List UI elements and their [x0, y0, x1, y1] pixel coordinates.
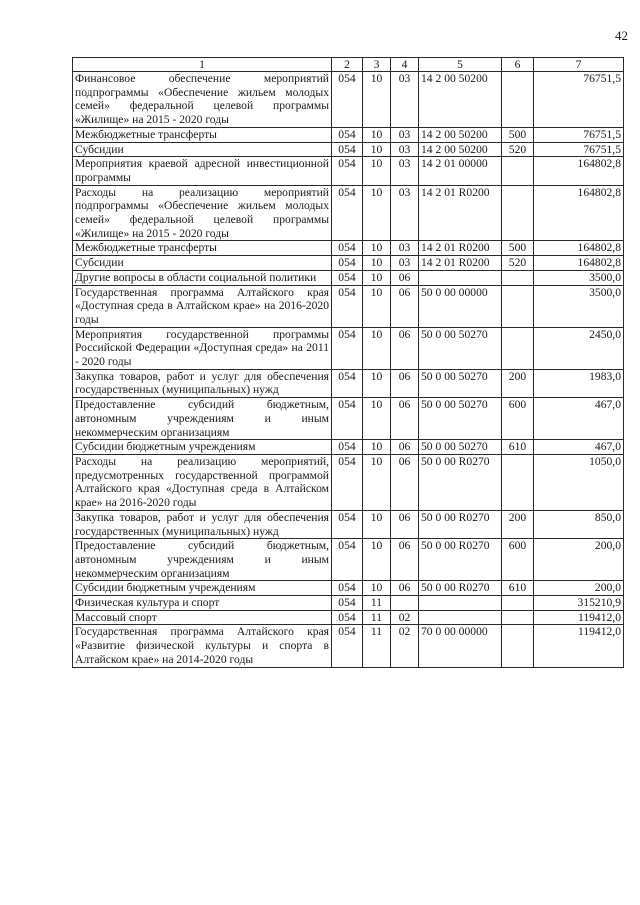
- expense-type-code: 520: [502, 142, 534, 157]
- amount: 119412,0: [534, 610, 624, 625]
- amount: 164802,8: [534, 157, 624, 185]
- section-code: 10: [363, 270, 391, 285]
- amount: 1050,0: [534, 454, 624, 510]
- table-row: [73, 539, 624, 581]
- amount: 119412,0: [534, 625, 624, 667]
- ministry-code: 054: [332, 185, 363, 241]
- column-header: 5: [419, 58, 502, 72]
- subsection-code: 06: [391, 510, 419, 538]
- expense-type-code: 520: [502, 256, 534, 271]
- target-article-code: 70 0 00 00000: [419, 625, 502, 667]
- ministry-code: 054: [332, 510, 363, 538]
- amount: 200,0: [534, 581, 624, 596]
- section-code: 10: [363, 539, 391, 581]
- amount: 164802,8: [534, 241, 624, 256]
- ministry-code: 054: [332, 398, 363, 440]
- target-article-code: 50 0 00 R0270: [419, 510, 502, 538]
- target-article-code: 14 2 01 R0200: [419, 185, 502, 241]
- ministry-code: 054: [332, 270, 363, 285]
- subsection-code: 06: [391, 539, 419, 581]
- table-row: [73, 369, 624, 397]
- subsection-code: 03: [391, 72, 419, 128]
- row-name: Субсидии бюджетным учреждениям: [73, 581, 332, 596]
- expense-type-code: 600: [502, 539, 534, 581]
- ministry-code: 054: [332, 440, 363, 455]
- section-code: 10: [363, 157, 391, 185]
- ministry-code: 054: [332, 581, 363, 596]
- section-code: 10: [363, 398, 391, 440]
- row-name: Массовый спорт: [73, 610, 332, 625]
- expense-type-code: 200: [502, 510, 534, 538]
- expense-type-code: [502, 454, 534, 510]
- subsection-code: 03: [391, 127, 419, 142]
- row-name: Государственная программа Алтайского края «Развитие физической культуры и спорта в Алтайском крае» на 2014-2020 годы: [73, 625, 332, 667]
- section-code: 11: [363, 625, 391, 667]
- amount: 76751,5: [534, 142, 624, 157]
- amount: 200,0: [534, 539, 624, 581]
- section-code: 10: [363, 327, 391, 369]
- amount: 850,0: [534, 510, 624, 538]
- row-name: Финансовое обеспечение мероприятий подпрограммы «Обеспечение жильем молодых семей» федеральной целевой программы «Жилище» на 2015 - 2020 годы: [73, 72, 332, 128]
- row-name: Предоставление субсидий бюджетным, автономным учреждениям и иным некоммерческим организациям: [73, 398, 332, 440]
- section-code: 10: [363, 454, 391, 510]
- expense-type-code: [502, 610, 534, 625]
- ministry-code: 054: [332, 625, 363, 667]
- subsection-code: [391, 596, 419, 611]
- subsection-code: 03: [391, 185, 419, 241]
- amount: 3500,0: [534, 285, 624, 327]
- section-code: 10: [363, 440, 391, 455]
- subsection-code: 03: [391, 142, 419, 157]
- row-name: Государственная программа Алтайского края «Доступная среда в Алтайском крае» на 2016-2020 годы: [73, 285, 332, 327]
- ministry-code: 054: [332, 256, 363, 271]
- ministry-code: 054: [332, 539, 363, 581]
- target-article-code: 50 0 00 50270: [419, 369, 502, 397]
- section-code: 10: [363, 142, 391, 157]
- row-name: Мероприятия государственной программы Российской Федерации «Доступная среда» на 2011 - 2020 годы: [73, 327, 332, 369]
- row-name: Субсидии: [73, 256, 332, 271]
- table-row: [73, 270, 624, 285]
- section-code: 10: [363, 185, 391, 241]
- table-row: [73, 285, 624, 327]
- ministry-code: 054: [332, 127, 363, 142]
- ministry-code: 054: [332, 454, 363, 510]
- row-name: Закупка товаров, работ и услуг для обеспечения государственных (муниципальных) нужд: [73, 369, 332, 397]
- table-row: [73, 596, 624, 611]
- section-code: 10: [363, 256, 391, 271]
- ministry-code: 054: [332, 157, 363, 185]
- table-row: [73, 581, 624, 596]
- subsection-code: 06: [391, 440, 419, 455]
- target-article-code: 14 2 01 R0200: [419, 256, 502, 271]
- section-code: 10: [363, 241, 391, 256]
- expense-type-code: 200: [502, 369, 534, 397]
- target-article-code: [419, 610, 502, 625]
- amount: 2450,0: [534, 327, 624, 369]
- subsection-code: 06: [391, 285, 419, 327]
- expense-type-code: [502, 72, 534, 128]
- amount: 164802,8: [534, 256, 624, 271]
- section-code: 10: [363, 72, 391, 128]
- expense-type-code: [502, 625, 534, 667]
- amount: 3500,0: [534, 270, 624, 285]
- row-name: Расходы на реализацию мероприятий подпрограммы «Обеспечение жильем молодых семей» федеральной целевой программы «Жилище» на 2015 - 2020 годы: [73, 185, 332, 241]
- subsection-code: 06: [391, 398, 419, 440]
- amount: 164802,8: [534, 185, 624, 241]
- column-header: 2: [332, 58, 363, 72]
- subsection-code: 02: [391, 610, 419, 625]
- table-row: [73, 241, 624, 256]
- expense-type-code: 500: [502, 241, 534, 256]
- section-code: 11: [363, 610, 391, 625]
- section-code: 10: [363, 581, 391, 596]
- target-article-code: 50 0 00 R0270: [419, 539, 502, 581]
- table-header-row: [73, 58, 624, 72]
- column-header: 1: [73, 58, 332, 72]
- table-row: [73, 625, 624, 667]
- expense-type-code: 610: [502, 440, 534, 455]
- subsection-code: 06: [391, 454, 419, 510]
- row-name: Субсидии бюджетным учреждениям: [73, 440, 332, 455]
- expense-type-code: 500: [502, 127, 534, 142]
- amount: 467,0: [534, 398, 624, 440]
- section-code: 10: [363, 369, 391, 397]
- expense-type-code: [502, 285, 534, 327]
- subsection-code: 03: [391, 241, 419, 256]
- target-article-code: 50 0 00 00000: [419, 285, 502, 327]
- table-row: [73, 185, 624, 241]
- section-code: 10: [363, 285, 391, 327]
- row-name: Закупка товаров, работ и услуг для обеспечения государственных (муниципальных) нужд: [73, 510, 332, 538]
- row-name: Физическая культура и спорт: [73, 596, 332, 611]
- table-row: [73, 72, 624, 128]
- table-row: [73, 610, 624, 625]
- column-header: 3: [363, 58, 391, 72]
- row-name: Мероприятия краевой адресной инвестиционной программы: [73, 157, 332, 185]
- target-article-code: [419, 596, 502, 611]
- target-article-code: 14 2 01 00000: [419, 157, 502, 185]
- row-name: Субсидии: [73, 142, 332, 157]
- ministry-code: 054: [332, 596, 363, 611]
- amount: 315210,9: [534, 596, 624, 611]
- target-article-code: 14 2 00 50200: [419, 142, 502, 157]
- ministry-code: 054: [332, 72, 363, 128]
- target-article-code: 50 0 00 50270: [419, 440, 502, 455]
- table-row: [73, 510, 624, 538]
- row-name: Расходы на реализацию мероприятий, предусмотренных государственной программой Алтайского края «Доступная среда в Алтайском крае» на 2016-2020 годы: [73, 454, 332, 510]
- expense-type-code: 610: [502, 581, 534, 596]
- amount: 76751,5: [534, 72, 624, 128]
- target-article-code: 14 2 01 R0200: [419, 241, 502, 256]
- expense-type-code: 600: [502, 398, 534, 440]
- budget-table: [72, 57, 624, 668]
- expense-type-code: [502, 327, 534, 369]
- ministry-code: 054: [332, 241, 363, 256]
- page-number: 42: [615, 28, 628, 43]
- subsection-code: 03: [391, 157, 419, 185]
- subsection-code: 02: [391, 625, 419, 667]
- ministry-code: 054: [332, 369, 363, 397]
- table-row: [73, 157, 624, 185]
- target-article-code: 50 0 00 R0270: [419, 581, 502, 596]
- target-article-code: 14 2 00 50200: [419, 72, 502, 128]
- expense-type-code: [502, 596, 534, 611]
- amount: 1983,0: [534, 369, 624, 397]
- section-code: 10: [363, 510, 391, 538]
- target-article-code: 14 2 00 50200: [419, 127, 502, 142]
- ministry-code: 054: [332, 142, 363, 157]
- row-name: Межбюджетные трансферты: [73, 241, 332, 256]
- subsection-code: 06: [391, 270, 419, 285]
- expense-type-code: [502, 157, 534, 185]
- target-article-code: 50 0 00 50270: [419, 398, 502, 440]
- target-article-code: 50 0 00 50270: [419, 327, 502, 369]
- section-code: 11: [363, 596, 391, 611]
- subsection-code: 06: [391, 327, 419, 369]
- section-code: 10: [363, 127, 391, 142]
- table-row: [73, 440, 624, 455]
- column-header: 7: [534, 58, 624, 72]
- table-row: [73, 256, 624, 271]
- expense-type-code: [502, 270, 534, 285]
- table-row: [73, 398, 624, 440]
- row-name: Другие вопросы в области социальной политики: [73, 270, 332, 285]
- subsection-code: 06: [391, 581, 419, 596]
- table-row: [73, 142, 624, 157]
- subsection-code: 06: [391, 369, 419, 397]
- subsection-code: 03: [391, 256, 419, 271]
- column-header: 6: [502, 58, 534, 72]
- target-article-code: 50 0 00 R0270: [419, 454, 502, 510]
- amount: 76751,5: [534, 127, 624, 142]
- row-name: Предоставление субсидий бюджетным, автономным учреждениям и иным некоммерческим организациям: [73, 539, 332, 581]
- row-name: Межбюджетные трансферты: [73, 127, 332, 142]
- target-article-code: [419, 270, 502, 285]
- ministry-code: 054: [332, 285, 363, 327]
- table-row: [73, 454, 624, 510]
- ministry-code: 054: [332, 327, 363, 369]
- column-header: 4: [391, 58, 419, 72]
- ministry-code: 054: [332, 610, 363, 625]
- expense-type-code: [502, 185, 534, 241]
- table-row: [73, 327, 624, 369]
- table-row: [73, 127, 624, 142]
- amount: 467,0: [534, 440, 624, 455]
